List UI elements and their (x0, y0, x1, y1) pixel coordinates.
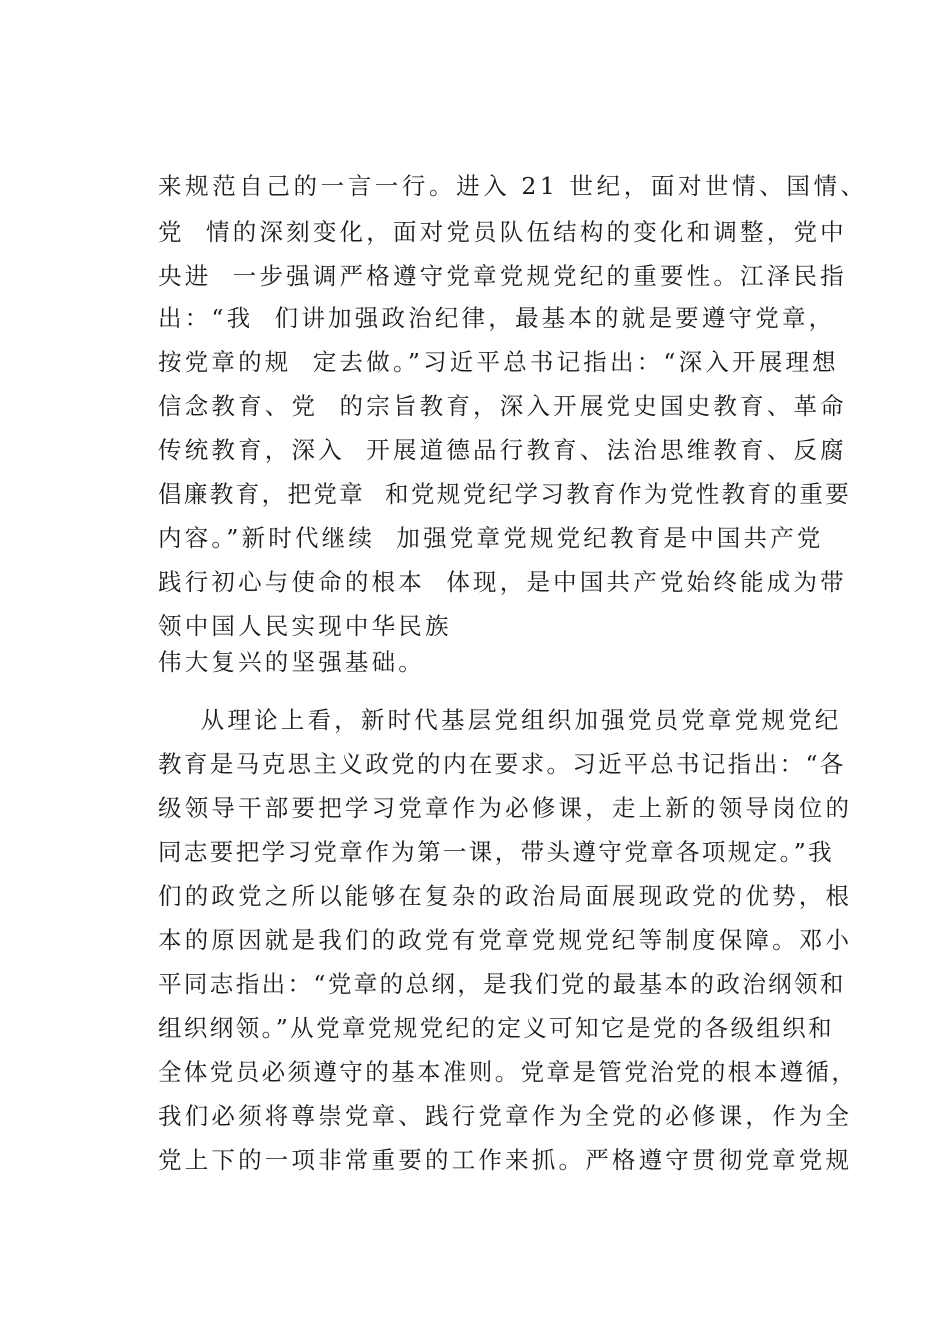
text-line: 来规范自己的一言一行。进入 21 世纪，面对世情、国情、 (158, 172, 868, 200)
text-line: 全体党员必须遵守的基本准则。党章是管党治党的根本遵循， (158, 1058, 858, 1086)
text-line: 平同志指出：“党章的总纲，是我们党的最基本的政治纲领和 (158, 970, 846, 998)
text-line: 倡廉教育，把党章 和党规党纪学习教育作为党性教育的重要 (158, 480, 852, 508)
text-line: 党 情的深刻变化，面对党员队伍结构的变化和调整，党中 (158, 218, 847, 246)
text-line: 伟大复兴的坚强基础。 (158, 648, 425, 676)
text-line: 信念教育、党 的宗旨教育，深入开展党史国史教育、革命 (158, 392, 847, 420)
text-line: 央进 一步强调严格遵守党章党规党纪的重要性。江泽民指 (158, 262, 847, 290)
text-line: 我们必须将尊崇党章、践行党章作为全党的必修课，作为全 (158, 1102, 853, 1130)
text-line: 领中国人民实现中华民族 (158, 612, 452, 640)
text-line: 内容。”新时代继续 加强党章党规党纪教育是中国共产党 (158, 524, 824, 552)
text-line: 们的政党之所以能够在复杂的政治局面展现政党的优势，根 (158, 882, 853, 910)
text-line: 传统教育，深入 开展道德品行教育、法治思维教育、反腐 (158, 436, 847, 464)
text-line: 出：“我 们讲加强政治纪律，最基本的就是要遵守党章， (158, 304, 836, 332)
text-line: 教育是马克思主义政党的内在要求。习近平总书记指出：“各 (158, 750, 846, 778)
text-line: 级领导干部要把学习党章作为必修课，走上新的领导岗位的 (158, 794, 853, 822)
text-line: 组织纲领。”从党章党规党纪的定义可知它是党的各级组织和 (158, 1014, 835, 1042)
text-line: 践行初心与使命的根本 体现，是中国共产党始终能成为带 (158, 568, 847, 596)
text-line: 按党章的规 定去做。”习近平总书记指出：“深入开展理想 (158, 348, 839, 376)
text-line: 同志要把学习党章作为第一课，带头遵守党章各项规定。”我 (158, 838, 835, 866)
text-line: 本的原因就是我们的政党有党章党规党纪等制度保障。邓小 (158, 926, 853, 954)
text-line: 党上下的一项非常重要的工作来抓。严格遵守贯彻党章党规 (158, 1146, 853, 1174)
text-line: 从理论上看，新时代基层党组织加强党员党章党规党纪 (158, 706, 842, 734)
